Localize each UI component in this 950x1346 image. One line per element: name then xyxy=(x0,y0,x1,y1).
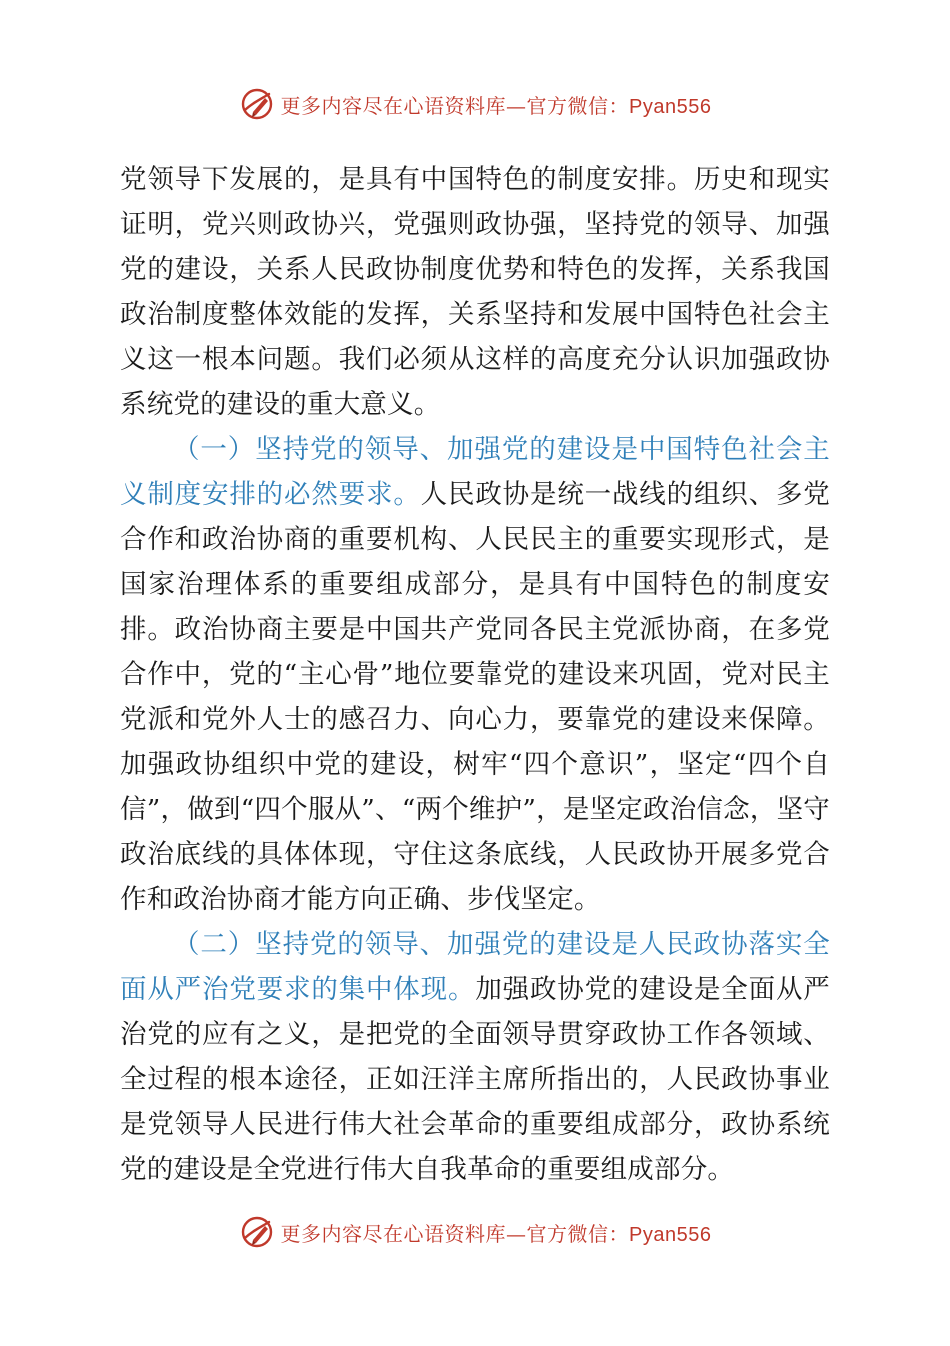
header-watermark-id: Pyan556 xyxy=(629,95,712,118)
footer-watermark-text xyxy=(281,1218,712,1247)
pen-in-circle-logo-icon xyxy=(239,1214,275,1250)
header-watermark-banner xyxy=(0,84,950,124)
section-2-heading: （二）坚持党的领导、加强党的建设是人民政协落实全面从严治党要求的集中体现。 xyxy=(120,929,830,1005)
section-1-heading: （一）坚持党的领导、加强党的建设是中国特色社会主义制度安排的必然要求。 xyxy=(120,434,830,510)
header-watermark-text xyxy=(281,90,712,119)
footer-watermark-banner xyxy=(0,1212,950,1252)
section-1-text: 人民政协是统一战线的组织、多党合作和政治协商的重要机构、人民民主的重要实现形式，是国家治理体系的重要组成部分，是具有中国特色的制度安排。政治协商主要是中国共产党同各民主党派协商，在多党合作中，党的“主心骨”地位要靠党的建设来巩固，党对民主党派和党外人士的感召力、向心力，要靠党的建设来保障。加强政协组织中党的建设，树牢“四个意识”，坚定“四个自信”，做到“四个服从”、“两个维护”，是坚定政治信念，坚守政治底线的具体体现，守住这条底线，人民政协开展多党合作和政治协商才能方向正确、步伐坚定。 xyxy=(120,479,831,915)
document-body xyxy=(120,157,830,1192)
header-watermark-label: 更多内容尽在心语资料库—官方微信： xyxy=(280,93,630,118)
footer-watermark-id: Pyan556 xyxy=(629,1223,712,1246)
paragraph-section-1 xyxy=(120,427,830,922)
section-2-text: 加强政协党的建设是全面从严治党的应有之义，是把党的全面领导贯穿政协工作各领域、全过程的根本途径，正如汪洋主席所指出的，人民政协事业是党领导人民进行伟大社会革命的重要组成部分，政协系统党的建设是全党进行伟大自我革命的重要组成部分。 xyxy=(120,974,830,1185)
paragraph-section-2 xyxy=(120,922,830,1192)
footer-watermark-label: 更多内容尽在心语资料库—官方微信： xyxy=(280,1221,630,1246)
paragraph-intro: 党领导下发展的，是具有中国特色的制度安排。历史和现实证明，党兴则政协兴，党强则政协强，坚持党的领导、加强党的建设，关系人民政协制度优势和特色的发挥，关系我国政治制度整体效能的发挥，关系坚持和发展中国特色社会主义这一根本问题。我们必须从这样的高度充分认识加强政协系统党的建设的重大意义。 xyxy=(120,164,830,420)
pen-in-circle-logo-icon xyxy=(239,86,275,122)
